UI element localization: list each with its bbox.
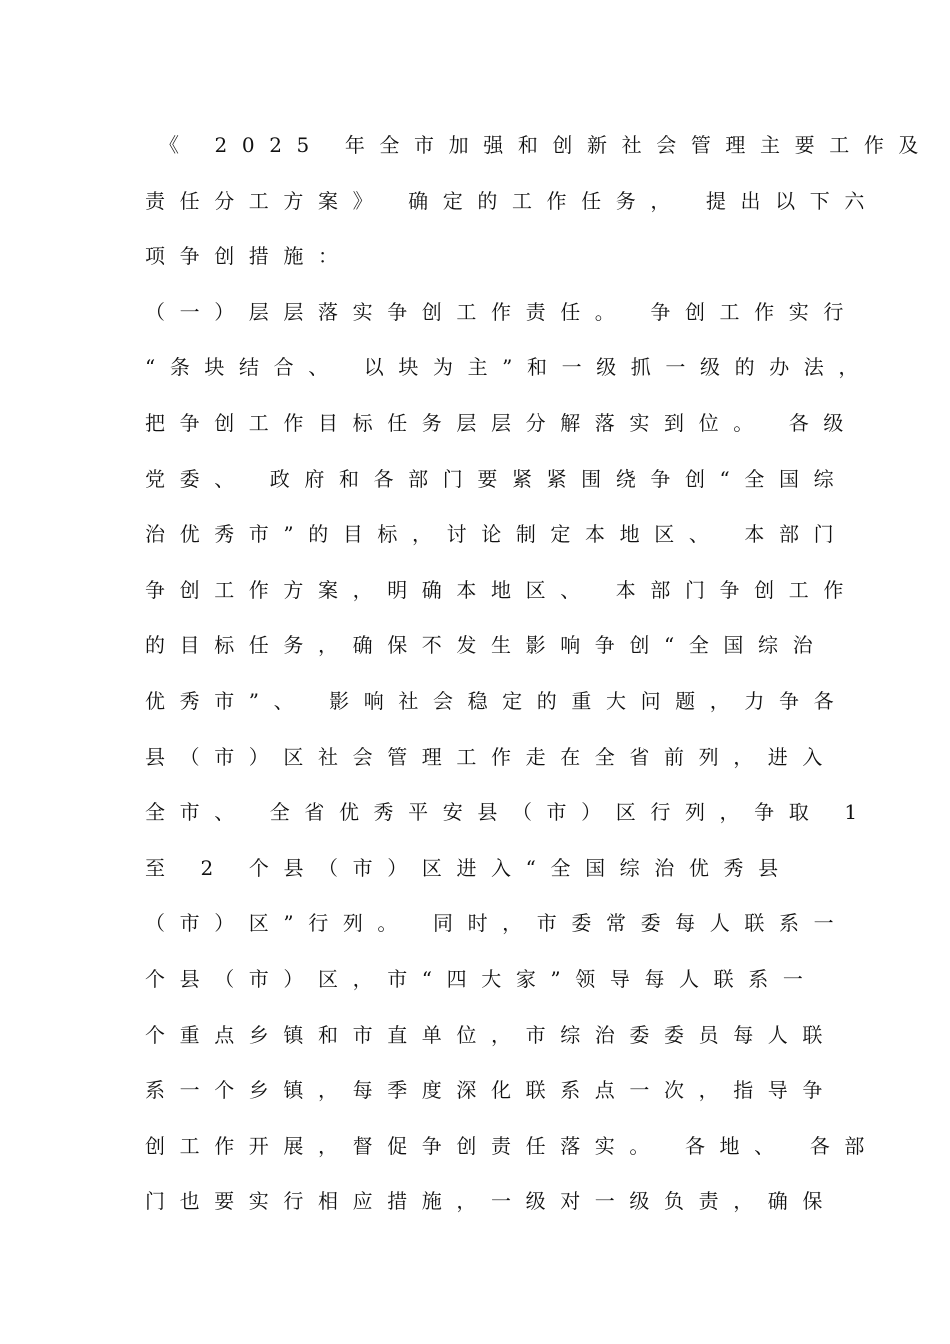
text-line: 个重点乡镇和市直单位，市综治委委员每人联	[145, 1022, 837, 1047]
text-line: 个县（市）区，市“四大家”领导每人联系一	[145, 966, 818, 991]
text-line: 治优秀市”的目标，讨论制定本地区、 本部门	[145, 522, 849, 547]
text-line: 门也要实行相应措施，一级对一级负责，确保	[145, 1189, 837, 1214]
text-line: （一）层层落实争创工作责任。 争创工作实行	[145, 299, 858, 324]
text-line: 把争创工作目标任务层层分解落实到位。 各级	[145, 410, 858, 435]
text-line: 党委、 政府和各部门要紧紧围绕争创“全国综	[145, 466, 849, 491]
text-line: 项争创措施：	[145, 244, 353, 269]
text-line: 优秀市”、 影响社会稳定的重大问题，力争各	[145, 688, 849, 713]
text-line: 创工作开展，督促争创责任落实。 各地、 各部	[145, 1133, 879, 1158]
text-line: 系一个乡镇，每季度深化联系点一次，指导争	[145, 1078, 837, 1103]
text-line: “条块结合、 以块为主”和一级抓一级的办法，	[145, 355, 874, 380]
text-line: 全市、 全省优秀平安县（市）区行列，争取 1	[145, 800, 872, 825]
text-line: 的目标任务，确保不发生影响争创“全国综治	[145, 633, 828, 658]
text-line: 县（市）区社会管理工作走在全省前列，进入	[145, 744, 837, 769]
text-line: 《 2025 年全市加强和创新社会管理主要工作及	[159, 133, 934, 157]
text-line: 责任分工方案》 确定的工作任务， 提出以下六	[145, 188, 879, 213]
text-line: （市）区”行列。 同时，市委常委每人联系一	[145, 911, 849, 936]
text-line: 争创工作方案，明确本地区、 本部门争创工作	[145, 577, 858, 602]
body-text	[145, 130, 934, 1242]
text-line: 至 2 个县（市）区进入“全国综治优秀县	[145, 855, 793, 880]
